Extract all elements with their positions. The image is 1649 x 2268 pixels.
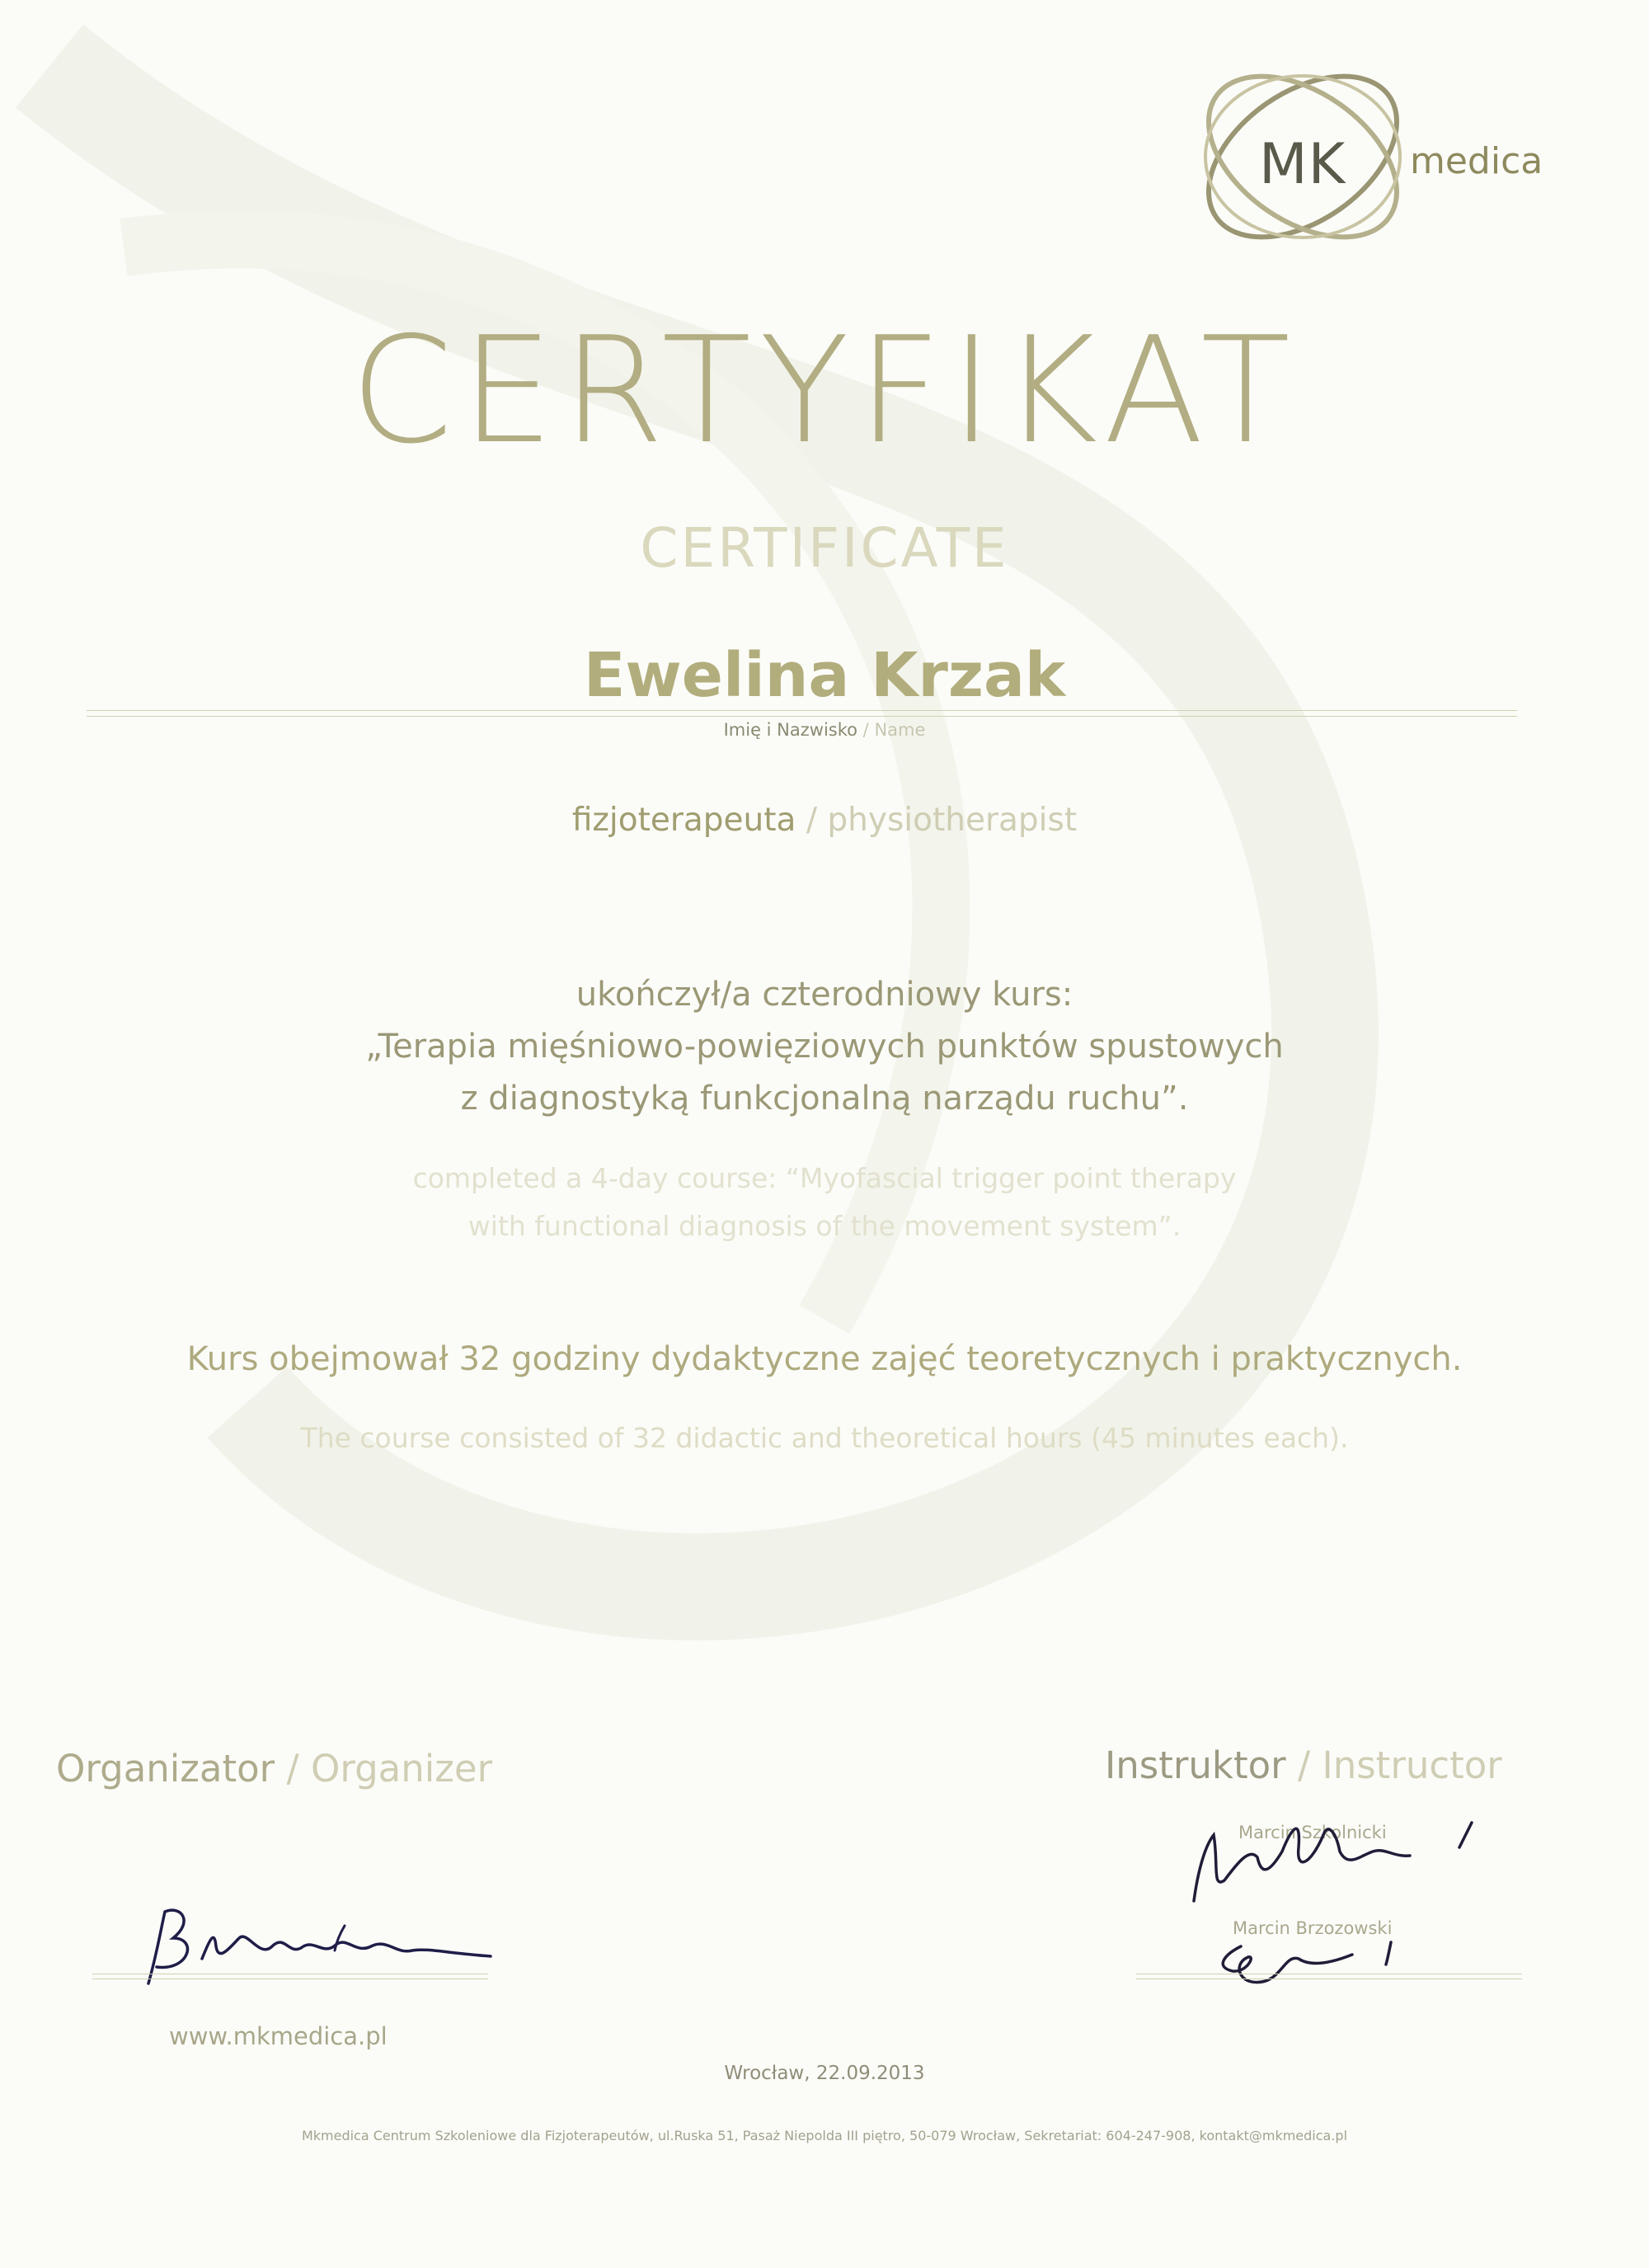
instructor-polish: Instruktor [1105, 1743, 1286, 1787]
name-label [0, 722, 1649, 739]
instructor-label [1105, 1743, 1502, 1787]
instructor-signature-1 [1179, 1798, 1509, 1922]
course-line-english: completed a 4-day course: “Myofascial trigger point therapy [412, 1162, 1237, 1194]
profession [0, 802, 1649, 839]
instructor-signature-2 [1208, 1922, 1472, 1996]
profession-separator: / [806, 802, 818, 839]
instructor-name-1: Marcin Szkolnicki [1238, 1823, 1387, 1842]
recipient-name: Ewelina Krzak [583, 640, 1066, 711]
organizer-signature [124, 1889, 503, 1996]
name-label-separator: / [862, 720, 869, 740]
name-label-polish: Imię i Nazwisko [723, 720, 857, 740]
organizer-separator: / [286, 1747, 299, 1790]
organizer-label [56, 1747, 493, 1790]
course-line-english: with functional diagnosis of the movement system”. [467, 1210, 1182, 1242]
name-underline [87, 710, 1517, 717]
title-english: CERTIFICATE [640, 516, 1009, 580]
profession-polish: fizjoterapeuta [571, 802, 796, 839]
organizer-signature-line [92, 1974, 488, 1979]
hours-english: The course consisted of 32 didactic and theoretical hours (45 minutes each). [300, 1422, 1349, 1454]
logo-brand: medica [1410, 140, 1543, 182]
course-description-english [0, 1155, 1649, 1250]
instructor-english: Instructor [1322, 1743, 1502, 1787]
website-link[interactable]: www.mkmedica.pl [169, 2022, 388, 2050]
instructor-signature-line [1136, 1974, 1522, 1979]
logo-mark: MK [1259, 132, 1346, 197]
course-line: ukończył/a czterodniowy kurs: [576, 976, 1073, 1014]
instructor-separator: / [1297, 1743, 1311, 1787]
course-line: z diagnostyką funkcjonalną narządu ruchu”. [460, 1080, 1189, 1118]
place-and-date: Wrocław, 22.09.2013 [724, 2063, 925, 2084]
title-polish: CERTYFIKAT [350, 305, 1299, 476]
hours-polish: Kurs obejmował 32 godziny dydaktyczne zajęć teoretycznych i praktycznych. [186, 1340, 1463, 1378]
name-label-english: Name [874, 720, 926, 740]
organizer-polish: Organizator [56, 1747, 275, 1790]
course-description-polish [0, 969, 1649, 1125]
instructor-name-2: Marcin Brzozowski [1233, 1918, 1393, 1938]
profession-english: physiotherapist [827, 802, 1078, 839]
footer-address: Mkmedica Centrum Szkoleniowe dla Fizjoterapeutów, ul.Ruska 51, Pasaż Niepolda III piętro, 50-079 Wrocław, Sekretariat: 604-247-908, kontakt@mkmedica.pl [301, 2128, 1348, 2143]
mkmedica-logo [1179, 33, 1543, 280]
organizer-english: Organizer [310, 1747, 493, 1790]
course-line: „Terapia mięśniowo-powięziowych punktów spustowych [365, 1028, 1284, 1066]
